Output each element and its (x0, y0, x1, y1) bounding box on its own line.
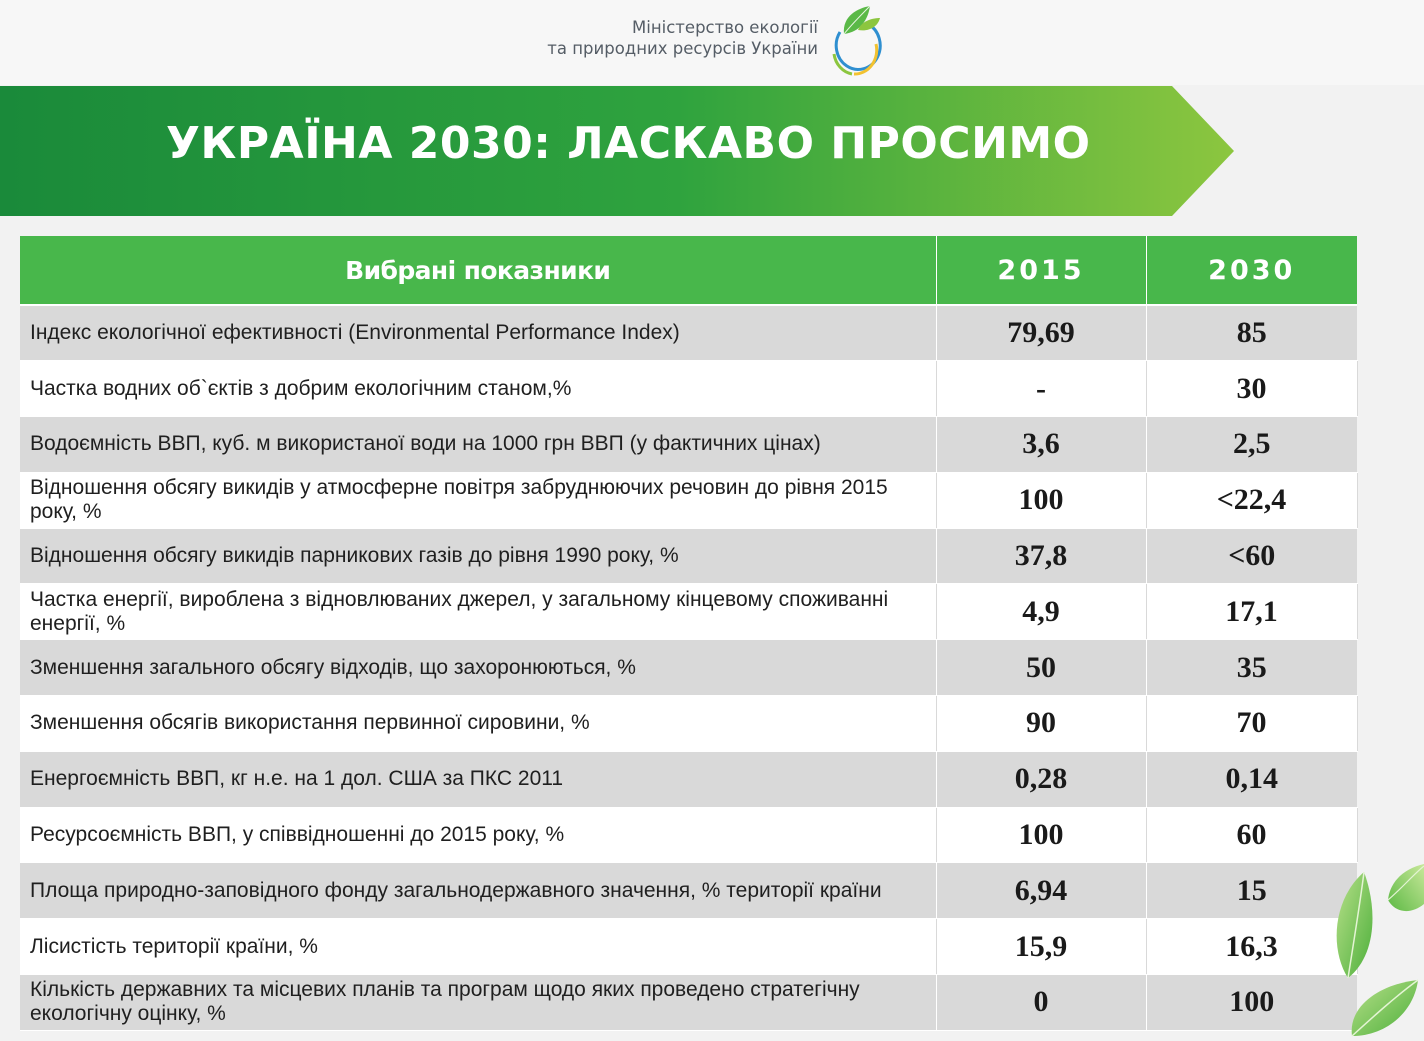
value-2030: 2,5 (1146, 417, 1357, 473)
indicator-label: Ресурсоємність ВВП, у співвідношенні до 2015 року, % (20, 807, 936, 863)
ministry-logo (540, 4, 900, 80)
decorative-leaves-icon (1330, 860, 1424, 1041)
table-row (20, 305, 1357, 361)
value-2015: 0,28 (936, 751, 1146, 807)
ministry-emblem-icon (824, 4, 882, 78)
indicator-label: Кількість державних та місцевих планів та програм щодо яких проведено стратегічну екологічну оцінку, % (20, 975, 936, 1031)
value-2030: 17,1 (1146, 584, 1357, 640)
ministry-name-line1: Міністерство екології (632, 18, 818, 37)
value-2030: <22,4 (1146, 472, 1357, 528)
table-row (20, 417, 1357, 473)
value-2030: 70 (1146, 696, 1357, 752)
value-2015: 50 (936, 640, 1146, 696)
indicators-table (20, 236, 1357, 1031)
value-2030: <60 (1146, 528, 1357, 584)
value-2015: 100 (936, 472, 1146, 528)
table-row (20, 361, 1357, 417)
table-row (20, 584, 1357, 640)
value-2015: 79,69 (936, 305, 1146, 361)
value-2030: 16,3 (1146, 919, 1357, 975)
indicator-label: Частка водних об`єктів з добрим екологічним станом,% (20, 361, 936, 417)
table-row (20, 472, 1357, 528)
indicator-label: Зменшення обсягів використання первинної сировини, % (20, 696, 936, 752)
value-2030: 35 (1146, 640, 1357, 696)
indicator-label: Енергоємність ВВП, кг н.е. на 1 дол. США за ПКС 2011 (20, 751, 936, 807)
value-2030: 30 (1146, 361, 1357, 417)
header-indicators: Вибрані показники (20, 236, 936, 305)
value-2015: 100 (936, 807, 1146, 863)
table-row (20, 696, 1357, 752)
indicator-label: Відношення обсягу викидів у атмосферне повітря забруднюючих речовин до рівня 2015 року, % (20, 472, 936, 528)
indicator-label: Водоємність ВВП, куб. м використаної води на 1000 грн ВВП (у фактичних цінах) (20, 417, 936, 473)
table-row (20, 807, 1357, 863)
value-2030: 60 (1146, 807, 1357, 863)
ministry-name-line2: та природних ресурсів України (547, 39, 818, 58)
header-2030: 2030 (1146, 236, 1357, 305)
value-2030: 15 (1146, 863, 1357, 919)
value-2015: - (936, 361, 1146, 417)
page-title: УКРАЇНА 2030: ЛАСКАВО ПРОСИМО (166, 118, 1091, 169)
indicator-label: Площа природно-заповідного фонду загальнодержавного значення, % території країни (20, 863, 936, 919)
indicator-label: Лісистість території країни, % (20, 919, 936, 975)
header-2015: 2015 (936, 236, 1146, 305)
ministry-name (547, 17, 818, 59)
value-2030: 100 (1146, 975, 1357, 1031)
value-2015: 37,8 (936, 528, 1146, 584)
table-row (20, 751, 1357, 807)
table-row (20, 975, 1357, 1031)
indicator-label: Індекс екологічної ефективності (Environmental Performance Index) (20, 305, 936, 361)
value-2030: 0,14 (1146, 751, 1357, 807)
table-row (20, 528, 1357, 584)
value-2015: 15,9 (936, 919, 1146, 975)
value-2030: 85 (1146, 305, 1357, 361)
value-2015: 4,9 (936, 584, 1146, 640)
table-row (20, 640, 1357, 696)
value-2015: 90 (936, 696, 1146, 752)
table-row (20, 863, 1357, 919)
value-2015: 6,94 (936, 863, 1146, 919)
value-2015: 0 (936, 975, 1146, 1031)
indicator-label: Зменшення загального обсягу відходів, що захоронюються, % (20, 640, 936, 696)
indicator-label: Частка енергії, вироблена з відновлюваних джерел, у загальному кінцевому споживанні енергії, % (20, 584, 936, 640)
table-header-row (20, 236, 1357, 305)
indicator-label: Відношення обсягу викидів парникових газів до рівня 1990 року, % (20, 528, 936, 584)
table-row (20, 919, 1357, 975)
value-2015: 3,6 (936, 417, 1146, 473)
